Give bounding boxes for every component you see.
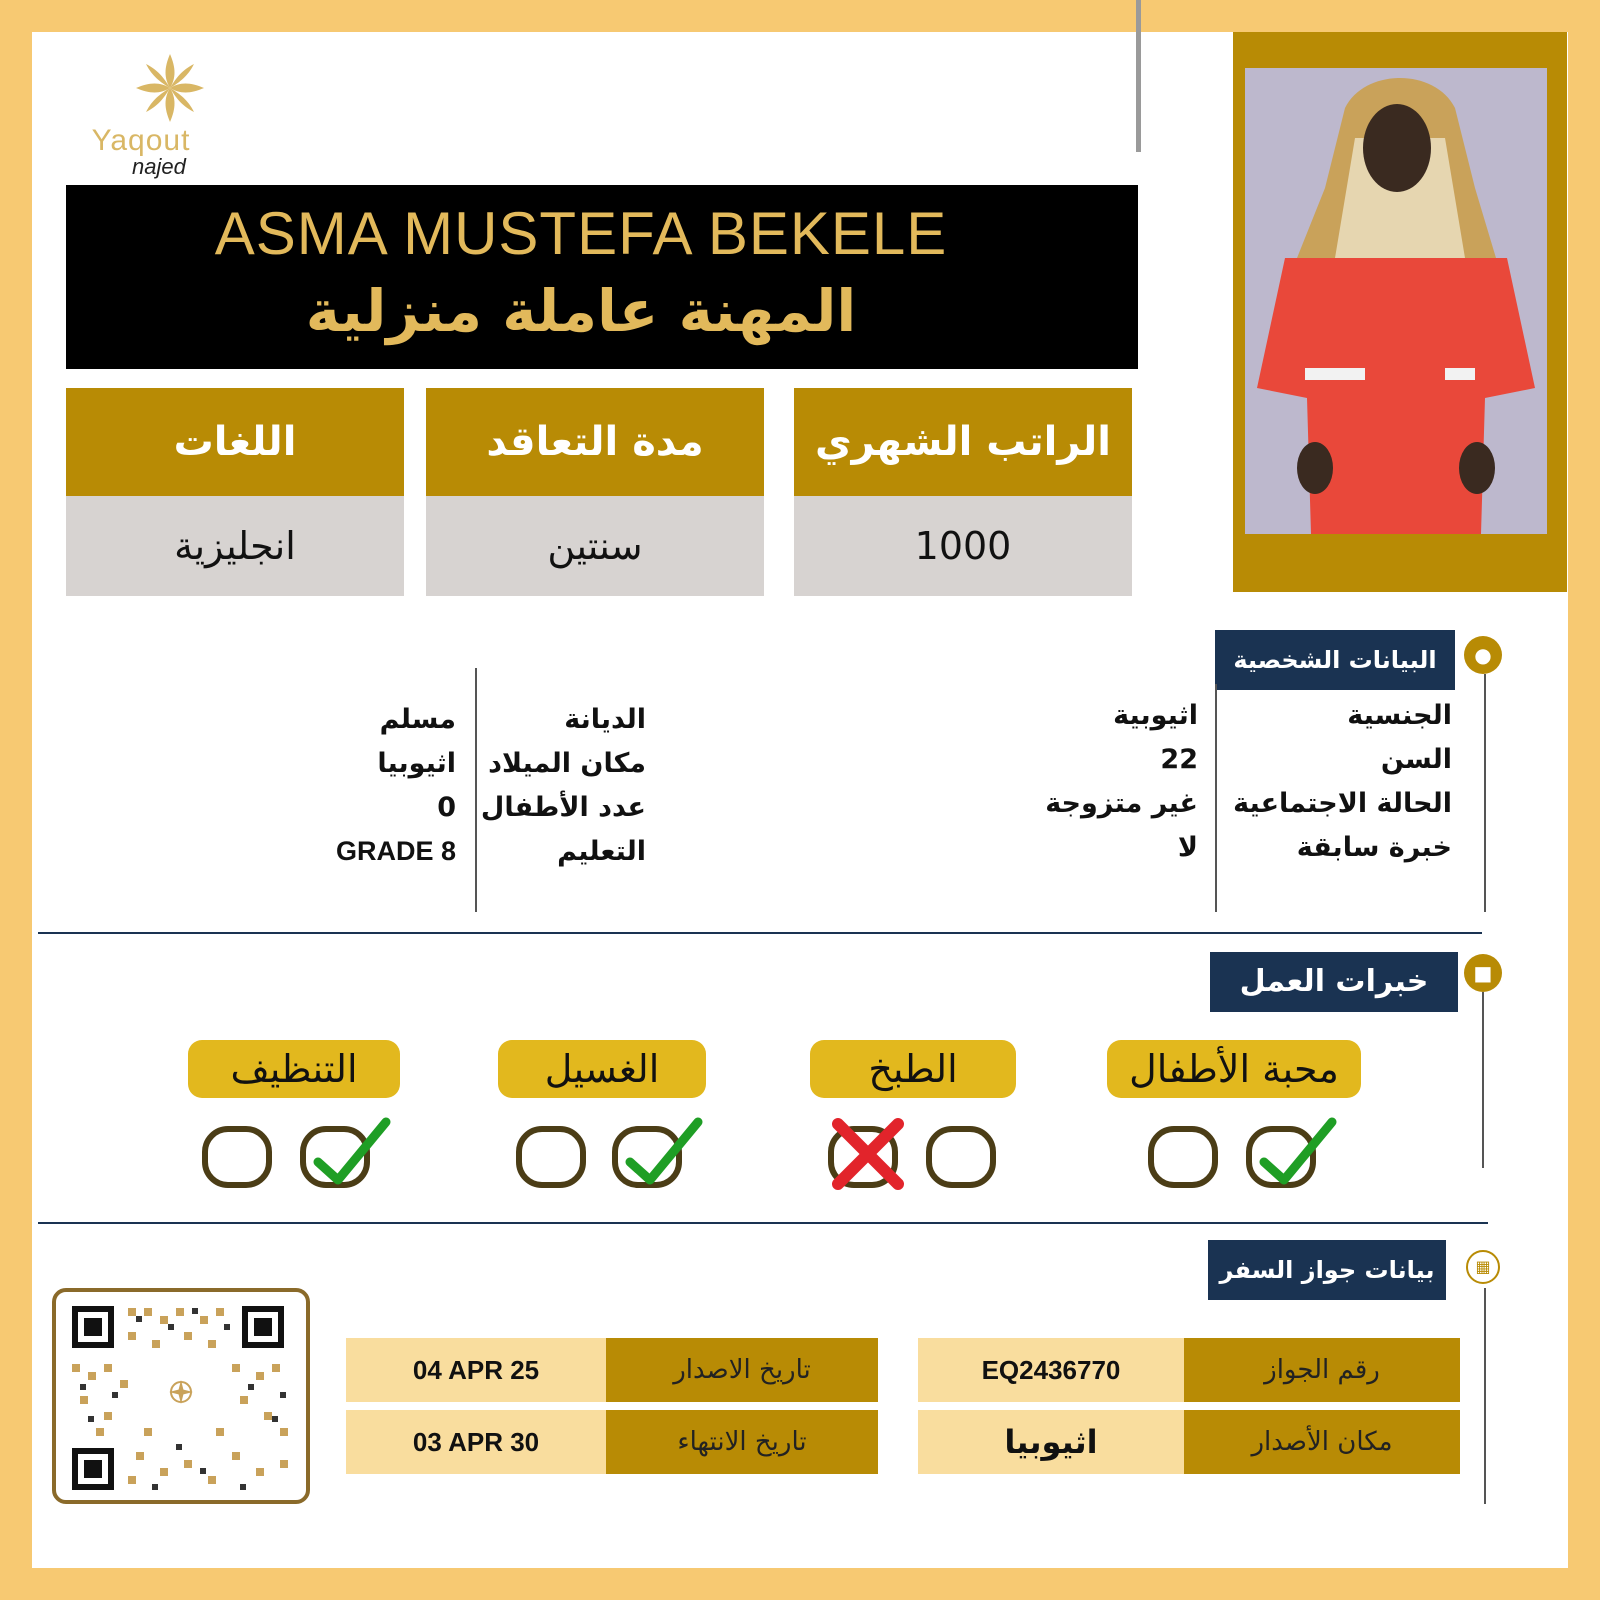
expiry-date-label: تاريخ الانتهاء: [606, 1410, 878, 1474]
brand-logo: [66, 46, 216, 186]
candidate-photo: [1245, 68, 1547, 534]
brand-subtitle: najed: [132, 154, 186, 179]
passport-number-row: [918, 1338, 1460, 1402]
skill-cleaning: التنظيف: [188, 1040, 400, 1098]
education-label: التعليم: [557, 836, 646, 867]
cleaning-yes-box[interactable]: [300, 1126, 370, 1188]
salary-box: [794, 388, 1132, 596]
languages-box: [66, 388, 404, 596]
brand-name: Yaqout: [91, 124, 191, 157]
children-label: عدد الأطفال: [480, 792, 646, 823]
birthplace-value: اثيوبيا: [377, 748, 456, 779]
passport-place-row: [918, 1410, 1460, 1474]
cooking-no-box[interactable]: [828, 1126, 898, 1188]
section-line: [1484, 674, 1486, 912]
nationality-value: اثيوبية: [1113, 700, 1198, 731]
experience-label: خبرة سابقة: [1296, 832, 1452, 863]
personal-section-header: البيانات الشخصية: [1215, 630, 1455, 690]
languages-value: انجليزية: [66, 496, 404, 596]
checkmark-icon: [618, 1110, 708, 1200]
checkmark-icon: [306, 1110, 396, 1200]
age-label: السن: [1380, 744, 1452, 775]
children-value: 0: [437, 792, 456, 823]
religion-label: الديانة: [564, 704, 646, 735]
cv-card: [32, 32, 1568, 1568]
contract-label: مدة التعاقد: [426, 388, 764, 496]
section-divider: [38, 932, 1482, 934]
column-divider: [1215, 684, 1217, 912]
birthplace-label: مكان الميلاد: [488, 748, 646, 779]
qr-code-icon: [56, 1292, 306, 1500]
checkmark-icon: [1252, 1110, 1342, 1200]
education-value: GRADE 8: [335, 836, 456, 866]
experience-section-header: خبرات العمل: [1210, 952, 1458, 1012]
marital-value: غير متزوجة: [1045, 788, 1198, 819]
divider: [1136, 0, 1141, 152]
name-banner: [66, 185, 1138, 369]
issue-date-row: [346, 1338, 878, 1402]
passport-place-value: اثيوبيا: [918, 1410, 1184, 1474]
cleaning-no-box[interactable]: [202, 1126, 272, 1188]
passport-number-label: رقم الجواز: [1184, 1338, 1460, 1402]
issue-date-value: 04 APR 25: [346, 1338, 606, 1402]
expiry-date-row: [346, 1410, 878, 1474]
issue-date-label: تاريخ الاصدار: [606, 1338, 878, 1402]
profession-title: المهنة عاملة منزلية: [305, 277, 857, 345]
briefcase-icon: ■: [1464, 954, 1502, 992]
skill-childcare: محبة الأطفال: [1107, 1040, 1361, 1098]
flower-logo-icon: [66, 46, 216, 126]
nationality-label: الجنسية: [1347, 700, 1452, 731]
section-line: [1482, 992, 1484, 1168]
salary-label: الراتب الشهري: [794, 388, 1132, 496]
age-value: 22: [1160, 744, 1198, 775]
section-divider: [38, 1222, 1488, 1224]
washing-no-box[interactable]: [516, 1126, 586, 1188]
passport-icon: ▦: [1466, 1250, 1500, 1284]
contract-box: [426, 388, 764, 596]
section-line: [1484, 1288, 1486, 1504]
passport-place-label: مكان الأصدار: [1184, 1410, 1460, 1474]
childcare-yes-box[interactable]: [1246, 1126, 1316, 1188]
washing-yes-box[interactable]: [612, 1126, 682, 1188]
skill-cooking: الطبخ: [810, 1040, 1016, 1098]
passport-section-header: بيانات جواز السفر: [1208, 1240, 1446, 1300]
person-icon: ●: [1464, 636, 1502, 674]
religion-value: مسلم: [379, 704, 456, 735]
cross-icon: [828, 1114, 918, 1204]
passport-number-value: EQ2436770: [918, 1338, 1184, 1402]
salary-value: 1000: [794, 496, 1132, 596]
skill-washing: الغسيل: [498, 1040, 706, 1098]
languages-label: اللغات: [66, 388, 404, 496]
cooking-yes-box[interactable]: [926, 1126, 996, 1188]
candidate-name: ASMA MUSTEFA BEKELE: [214, 200, 948, 267]
experience-value: لا: [1177, 832, 1198, 863]
expiry-date-value: 03 APR 30: [346, 1410, 606, 1474]
marital-label: الحالة الاجتماعية: [1233, 788, 1452, 819]
photo-frame: [1233, 32, 1567, 592]
childcare-no-box[interactable]: [1148, 1126, 1218, 1188]
contract-value: سنتين: [426, 496, 764, 596]
qr-code[interactable]: [52, 1288, 310, 1504]
